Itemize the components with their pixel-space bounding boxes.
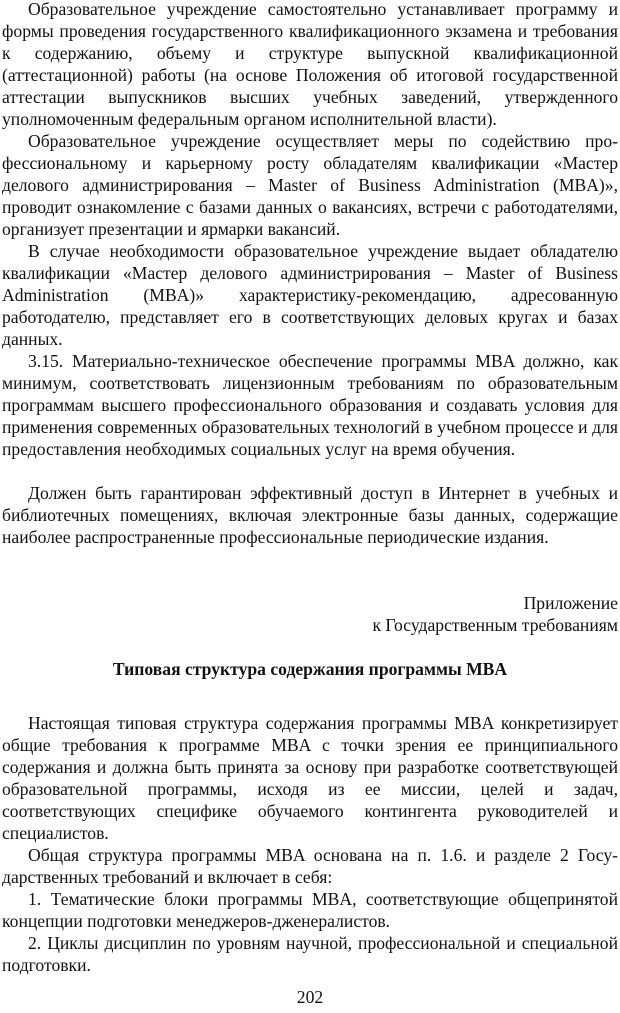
paragraph-structure-intro: Настоящая типовая структура содержания программы MBA конкретизирует общие требования к программе MBA с точки зрения ее принципиального содержания и должна быть принята за основу при разработке соответствующей образовательной программы, исходя из ее миссии, целей и задач, соответствующих специфике обучаемого контингента руководителей и специалистов. — [2, 713, 618, 843]
paragraph-program-forms: Образовательное учреждение самостоятельно устанавливает программу и формы проведения государственного квалификационного экзамена и требования к содержанию, объему и структуре выпускной квалификационной (аттестационной) работы (на основе Положения об итоговой государственной аттестации выпускников высших учебных заведений, утвержденного уполномоченным федеральным органом исполнительной власти). — [2, 0, 618, 129]
paragraph-career-support: Образовательное учреждение осуществляет меры по содействию профессиональному и карьерному росту обладателям квалификации «Мастер делового администрирования – Master of Business Administration (MBA)», проводит ознакомление с базами данных о вакансиях, встречи с работодателями, организует презентации и ярмарки вакансий. — [2, 131, 618, 239]
paragraph-recommendation: В случае необходимости образовательное учреждение выдает обладателю квалификации «Мастер делового администрирования – Master of Business Administration (MBA)» характеристику-рекомендацию, адресованную работодателю, представляет его в соответствующих деловых кругах и базах данных. — [2, 241, 618, 349]
list-item-thematic-blocks: 1. Тематические блоки программы MBA, соответствующие общепринятой концепции подготовки менеджеров-дженералистов. — [2, 889, 618, 931]
list-item-discipline-cycles: 2. Циклы дисциплин по уровням научной, профессиональной и специальной подготовки. — [2, 933, 618, 975]
appendix-title: Приложение — [523, 593, 618, 613]
page-number: 202 — [296, 987, 324, 1007]
paragraph-material-support: 3.15. Материально-техническое обеспечение программы MBA должно, как минимум, соответствовать лицензионным требованиям по образовательным программам высшего профессионального образования и создавать условия для применения современных образовательных технологий в учебном процессе и для предоставления необходимых социальных услуг на время обучения. — [2, 351, 618, 459]
section-heading: Типовая структура содержания программы MBA — [112, 659, 508, 679]
appendix-subtitle: к Государственным требованиям — [372, 615, 618, 635]
paragraph-internet-access: Должен быть гарантирован эффективный доступ в Интернет в учебных и библиотечных помещениях, включая электронные базы данных, содержащие наиболее распространенные профессиональные периодические издания. — [2, 483, 618, 547]
paragraph-general-structure: Общая структура программы MBA основана на п. 1.6. и разделе 2 Государственных требований и включает в себя: — [2, 845, 618, 887]
